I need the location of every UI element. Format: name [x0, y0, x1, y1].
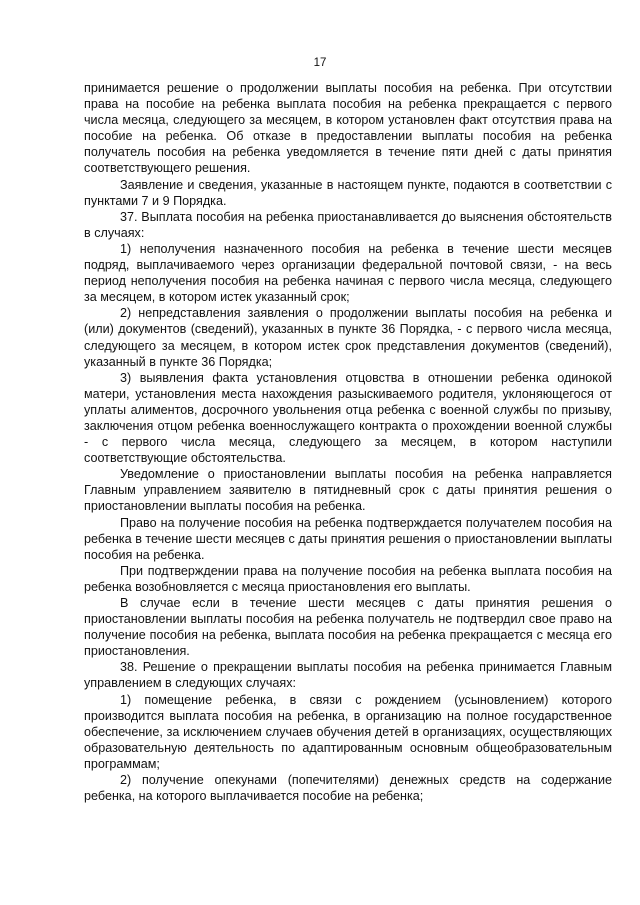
paragraph: При подтверждении права на получение пособия на ребенка выплата пособия на ребенка возобновляется с месяца приостановления его выплаты. [84, 563, 612, 594]
clause-38-item-1: 1) помещение ребенка, в связи с рождением (усыновлением) которого производится выплата пособия на ребенка, в организацию на полное государственное обеспечение, за исключением случаев обучения детей в организациях, осуществляющих образовательную деятельность по адаптированным основным общеобразовательным программам; [84, 692, 612, 771]
paragraph: Право на получение пособия на ребенка подтверждается получателем пособия на ребенка в течение шести месяцев с даты принятия решения о приостановлении выплаты пособия на ребенка. [84, 515, 612, 562]
clause-37-item-1: 1) неполучения назначенного пособия на ребенка в течение шести месяцев подряд, выплачиваемого через организации федеральной почтовой связи, - на весь период неполучения пособия на ребенка начиная с первого числа месяца, следующего за месяцем, в котором истек указанный срок; [84, 241, 612, 305]
clause-37-item-3: 3) выявления факта установления отцовства в отношении ребенка одинокой матери, установления места нахождения разыскиваемого родителя, уклоняющегося от уплаты алиментов, досрочного увольнения отца ребенка с военной службы по призыву, заключения отцом ребенка военнослужащего контракта о прохождении военной службы - с первого числа месяца, следующего за месяцем, в котором наступили соответствующие обстоятельства. [84, 370, 612, 466]
clause-37-heading: 37. Выплата пособия на ребенка приостанавливается до выяснения обстоятельств в случаях: [84, 209, 612, 240]
clause-37-item-2: 2) непредставления заявления о продолжении выплаты пособия на ребенка и (или) документов (сведений), указанных в пункте 36 Порядка, - с первого числа месяца, следующего за месяцем, в котором истек срок представления документов (сведений), указанный в пункте 36 Порядка; [84, 306, 612, 369]
document-body [84, 80, 612, 804]
clause-38-heading: 38. Решение о прекращении выплаты пособия на ребенка принимается Главным управлением в следующих случаях: [84, 660, 612, 691]
paragraph: Уведомление о приостановлении выплаты пособия на ребенка направляется Главным управлением заявителю в пятидневный срок с даты принятия решения о приостановлении выплаты пособия на ребенка. [84, 467, 612, 514]
paragraph: В случае если в течение шести месяцев с даты принятия решения о приостановлении выплаты пособия на ребенка получатель не подтвердил свое право на получение пособия на ребенка, выплата пособия на ребенка прекращается с месяца его приостановления. [84, 596, 612, 659]
clause-38-item-2: 2) получение опекунами (попечителями) денежных средств на содержание ребенка, на которого выплачивается пособие на ребенка; [84, 773, 612, 804]
paragraph: Заявление и сведения, указанные в настоящем пункте, подаются в соответствии с пунктами 7 и 9 Порядка. [84, 177, 612, 208]
paragraph-continuation: принимается решение о продолжении выплаты пособия на ребенка. При отсутствии права на пособие на ребенка выплата пособия на ребенка прекращается с первого числа месяца, следующего за месяцем, в котором установлен факт отсутствия права на пособие на ребенка. Об отказе в предоставлении выплаты пособия на ребенка получатель пособия на ребенка уведомляется в течение пяти дней с даты принятия соответствующего решения. [84, 81, 612, 176]
page-number: 17 [313, 57, 327, 69]
